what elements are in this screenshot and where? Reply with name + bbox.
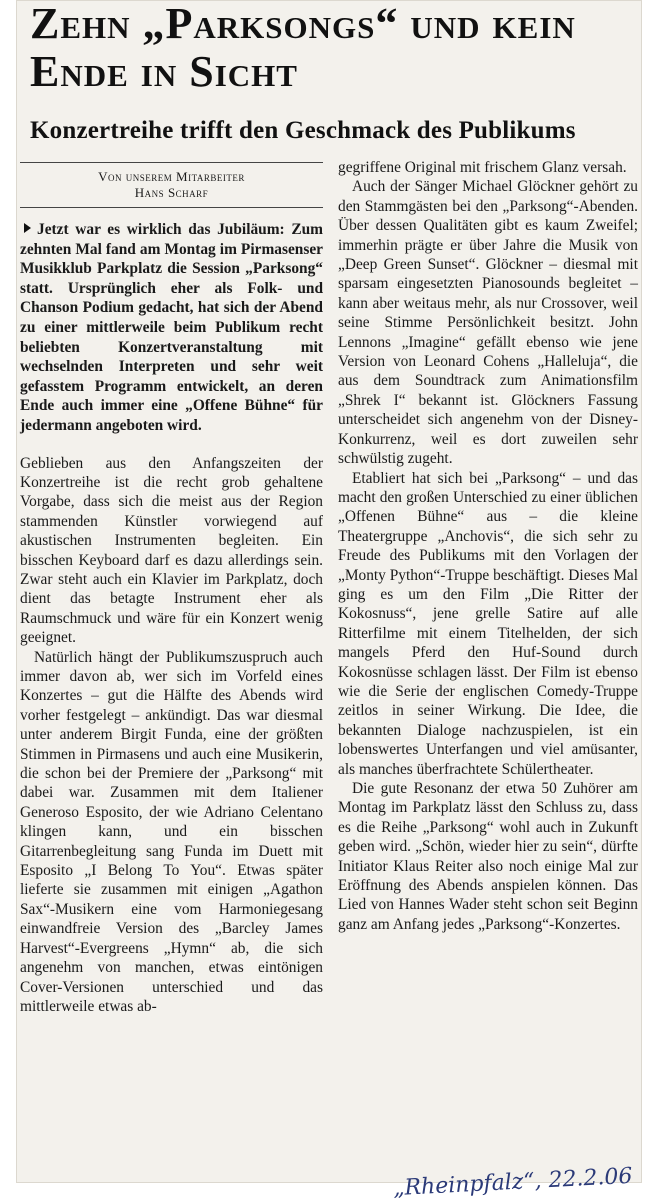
handwritten-source-note: „Rheinpfalz“, 22.2.06 <box>392 1163 634 1202</box>
body-paragraph: gegriffene Original mit frischem Glanz versah. <box>338 159 627 176</box>
headline: Zehn „Parksongs“ und kein Ende in Sicht <box>30 0 576 96</box>
lead-text: Jetzt war es wirklich das Jubiläum: Zum zehnten Mal fand am Montag im Pirmasenser Musikklub Parkplatz die Session „Parksong“ statt. Ursprünglich eher als Folk- und Chanson Podium gedacht, hat sich der Abend zu einer mittlerweile beim Publikum recht beliebten Konzertveranstaltung mit wechselnden Interpreten und sehr weit gefasstem Programm entwickelt, an deren Ende auch immer eine „Offene Bühne“ für jedermann angeboten wird. <box>20 221 323 434</box>
byline <box>20 162 323 208</box>
body-paragraph: Die gute Resonanz der etwa 50 Zuhörer am Montag im Parkplatz lässt den Schluss zu, dass es die Reihe „Parksong“ wohl auch in Zukunft geben wird. „Schön, wieder hier zu sein“, dürfte Initiator Klaus Reiter also noch einige Mal zur Eröffnung des Abends anspielen können. Das Lied von Hannes Wader steht schon seit Beginn ganz am Anfang jedes „Parksong“-Konzertes. <box>338 780 638 933</box>
body-paragraph: Natürlich hängt der Publikumszuspruch auch immer davon ab, wer sich im Vorfeld eines Konzertes – gut die Hälfte des Abends wird vorher festgelegt – ankündigt. Das war diesmal unter anderem Birgit Funda, eine der größten Stimmen in Pirmasens und auch eine Musikerin, die schon bei der Premiere der „Parksong“ mit dabei war. Zusammen mit dem Italiener Generoso Esposito, der wie Adriano Celentano klingen kann, und ein bisschen Gitarrenbegleitung sang Funda im Duett mit Esposito „I Belong To You“. Etwas später lieferte sie zusammen mit einigen „Agathon Sax“-Musikern eine vom Harmoniegesang einwandfreie Version des „Barcley James Harvest“-Evergreens „Hymn“ ab, die sich angenehm von manchen, etwas eintönigen Cover-Versionen unterschied und das mittlerweile etwas ab- <box>20 648 323 1015</box>
body-paragraph: Geblieben aus den Anfangszeiten der Konzertreihe ist die recht grob gehaltene Vorgabe, dass sich die meist aus der Region stammenden Künstler vorwiegend auf akustischen Instrumenten begleiten. Ein bisschen Keyboard darf es dazu allerdings sein. Zwar steht auch ein Klavier im Parkplatz, doch dient das betagte Instrument eher als Raumschmuck und wäre für ein Konzert wenig geeignet. <box>20 454 323 647</box>
lead-paragraph <box>20 220 323 436</box>
right-column <box>338 158 638 934</box>
left-column <box>20 158 323 1016</box>
byline-author: Hans Scharf <box>134 185 209 200</box>
byline-line: Von unserem Mitarbeiter <box>98 169 245 184</box>
triangle-marker-icon <box>24 223 31 233</box>
body-paragraph: Etabliert hat sich bei „Parksong“ – und das macht den großen Unterschied zu einer üblichen „Offenen Bühne“ aus – die kleine Theatergruppe „Anchovis“, die sich sehr zu Freude des Publikums mit den Vorlagen der „Monty Python“-Truppe beschäftigt. Dieses Mal ging es um den Film „Die Ritter der Kokosnuss“, jene grelle Satire auf alle Ritterfilme mit einem Titelhelden, der sich mangels Pferd den Huf-Sound durch Kokosnüsse schlagen lässt. Der Film ist ebenso wie die Serie der englischen Comedy-Truppe zeitlos in seiner Wirkung. Die Idee, die bekannten Dialoge nachzuspielen, ist ein lobenswertes Unterfangen und viel amüsanter, als manches überfrachtete Schülertheater. <box>338 469 638 778</box>
body-paragraph: Auch der Sänger Michael Glöckner gehört zu den Stammgästen bei den „Parksong“-Abenden. Über dessen Qualitäten gibt es kaum Zweifel; immerhin prägte er über Jahre die Musik von „Deep Green Sunset“. Glöckner – diesmal mit sparsam eingesetzten Pianosounds begleitet – kann aber weitaus mehr, als nur Crossover, weil seine Stimme Persönlichkeit besitzt. John Lennons „Imagine“ gefällt ebenso wie jene Version von Leonard Cohens „Halleluja“, die aus dem Soundtrack zum Animationsfilm „Shrek I“ bekannt ist. Glöckners Fassung unterscheidet sich angenehm von der Disney-Konkurrenz, weil es dort zuweilen sehr schwülstig zugeht. <box>338 178 638 468</box>
subheadline: Konzertreihe trifft den Geschmack des Publikums <box>30 117 576 144</box>
